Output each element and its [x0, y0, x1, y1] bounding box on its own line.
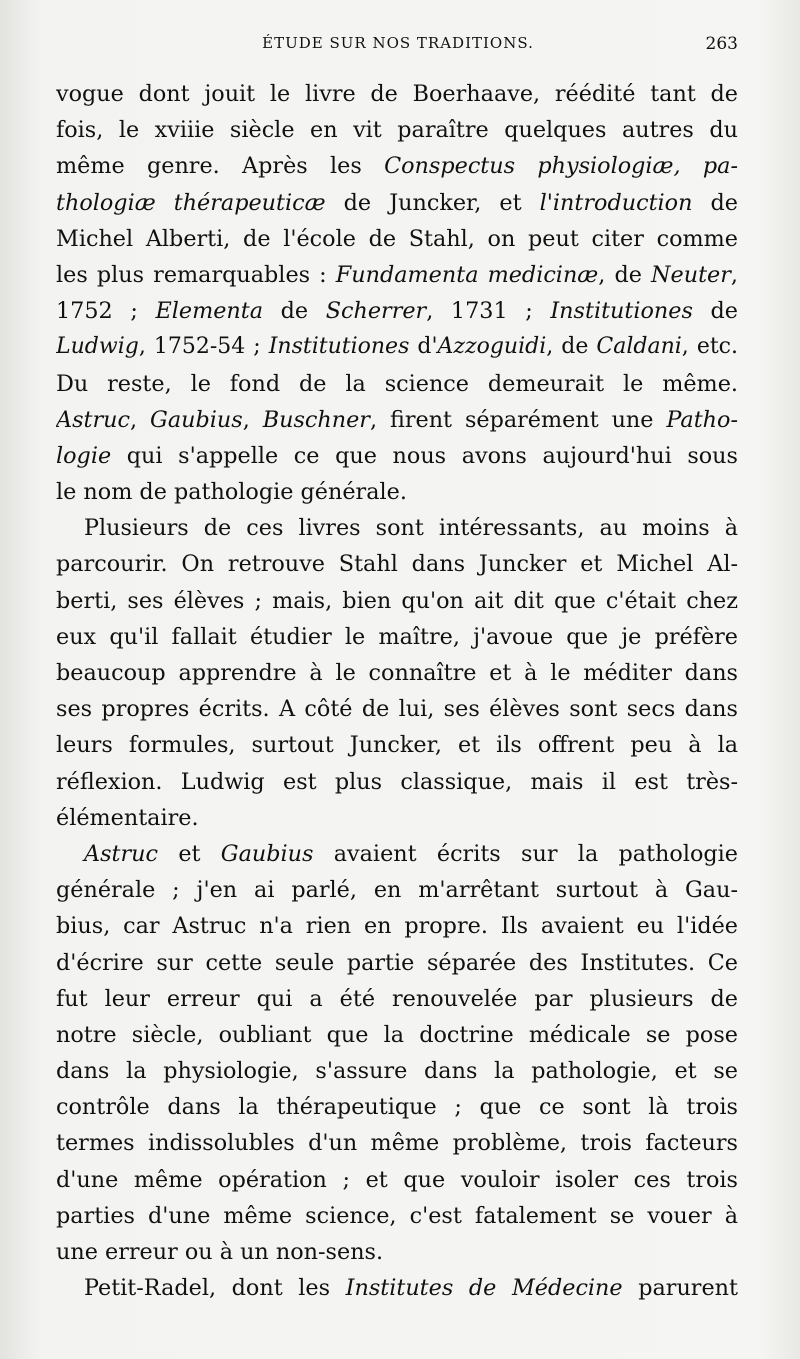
text-line [56, 402, 738, 438]
text-segment: réflexion. Ludwig est plus classique, mais il est très- [56, 768, 738, 795]
text-segment: Du reste, le fond de la science demeurait le même. [56, 370, 738, 397]
text-segment: d'une même opération ; et que vouloir isoler ces trois [56, 1166, 738, 1193]
italic-text: Elementa [155, 298, 264, 325]
text-line [56, 366, 738, 402]
text-line [56, 583, 738, 619]
text-segment: de [263, 298, 326, 325]
text-segment: eux qu'il fallait étudier le maître, j'avoue que je préfère [56, 623, 738, 650]
text-line [56, 329, 738, 365]
text-segment: , firent séparément une [369, 406, 667, 433]
text-segment: contrôle dans la thérapeutique ; que ce sont là trois [56, 1094, 738, 1121]
text-line [56, 1162, 738, 1198]
text-line [56, 655, 738, 691]
text-segment: les plus remarquables : [56, 261, 336, 288]
text-line [56, 836, 738, 872]
text-segment: berti, ses élèves ; mais, bien qu'on ait dit que c'était chez [56, 587, 738, 614]
text-segment: d' [409, 334, 438, 360]
running-title: ÉTUDE SUR NOS TRADITIONS. [262, 34, 534, 52]
text-segment: Plusieurs de ces livres sont intéressants, au moins à [84, 515, 738, 542]
text-segment: , 1752-54 ; [138, 334, 269, 360]
text-segment: de [692, 189, 738, 216]
text-line [56, 727, 738, 763]
text-line [56, 293, 738, 329]
text-segment: d'écrire sur cette seule partie séparée des Institutes. Ce [56, 949, 738, 976]
text-line [56, 1270, 738, 1306]
italic-text: l'introduction [539, 189, 693, 216]
text-line [56, 1234, 738, 1270]
italic-text: Institutiones [268, 334, 410, 360]
text-line [56, 185, 738, 221]
italic-text: Neuter [651, 261, 731, 288]
body-text [56, 76, 738, 1306]
text-segment: élémentaire. [56, 804, 199, 831]
text-segment: même genre. Après les [56, 153, 385, 180]
text-line [56, 510, 738, 546]
text-segment: une erreur ou à un non-sens. [56, 1239, 384, 1265]
italic-text: Azzoguidi [437, 334, 547, 360]
italic-text: thologiæ thérapeuticæ [56, 189, 326, 216]
text-segment: , [730, 261, 738, 288]
page-header [58, 34, 738, 64]
italic-text: Astruc [84, 840, 159, 867]
italic-text: Fundamenta medicinæ [335, 261, 599, 288]
text-line [56, 76, 738, 112]
text-line [56, 945, 738, 981]
text-segment: générale ; j'en ai parlé, en m'arrêtant surtout à Gau- [56, 877, 738, 904]
text-segment: leurs formules, surtout Juncker, et ils offrent peu à la [56, 732, 738, 759]
text-segment: Michel Alberti, de l'école de Stahl, on peut citer comme [56, 225, 738, 252]
text-line [56, 221, 738, 257]
text-segment: beaucoup apprendre à le connaître et à le méditer dans [56, 660, 738, 686]
text-segment: le nom de pathologie générale. [56, 479, 407, 506]
italic-text: logie [56, 442, 112, 469]
text-line [56, 148, 738, 184]
text-segment: termes indissolubles d'un même problème, trois facteurs [56, 1130, 738, 1157]
text-segment: , 1731 ; [426, 298, 551, 325]
text-line [56, 1053, 738, 1089]
text-line [56, 257, 738, 293]
text-segment: dans la physiologie, s'assure dans la pathologie, et se [56, 1058, 738, 1085]
text-line [56, 764, 738, 800]
italic-text: Patho- [666, 406, 738, 433]
text-segment: vogue dont jouit le livre de Boerhaave, réédité tant de [56, 81, 738, 107]
italic-text: Conspectus physiologiæ, pa- [384, 153, 738, 180]
italic-text: Institutes de Médecine [345, 1275, 623, 1302]
text-segment: Petit-Radel, dont les [84, 1275, 346, 1302]
text-segment: fois, le xviiie siècle en vit paraître quelques autres du [56, 117, 738, 144]
text-line [56, 981, 738, 1017]
text-segment: parurent [622, 1275, 738, 1302]
text-line [56, 800, 738, 836]
text-segment: de Juncker, et [325, 189, 540, 216]
text-line [56, 908, 738, 944]
text-line [56, 1089, 738, 1125]
text-segment: bius, car Astruc n'a rien en propre. Ils avaient eu l'idée [56, 913, 738, 940]
text-segment: , de [546, 334, 597, 360]
text-segment: qui s'appelle ce que nous avons aujourd'hui sous [111, 442, 738, 469]
text-line [56, 438, 738, 474]
text-line [56, 691, 738, 727]
text-segment: et [158, 840, 221, 867]
text-segment: de [692, 298, 738, 325]
text-line [56, 1017, 738, 1053]
text-line [56, 1198, 738, 1234]
text-line [56, 872, 738, 908]
italic-text: Buschner [262, 406, 370, 433]
text-segment: , de [598, 261, 652, 288]
text-line [56, 474, 738, 510]
text-segment: , [242, 406, 263, 433]
text-segment: 1752 ; [56, 298, 156, 325]
italic-text: Astruc [56, 406, 131, 433]
text-segment: parties d'une même science, c'est fatalement se vouer à [56, 1202, 738, 1229]
italic-text: Gaubius [150, 406, 243, 433]
italic-text: Scherrer [325, 298, 427, 325]
italic-text: Gaubius [220, 840, 314, 867]
italic-text: Caldani [596, 334, 682, 360]
text-segment: fut leur erreur qui a été renouvelée par plusieurs de [56, 985, 738, 1012]
page-number: 263 [705, 34, 738, 54]
text-line [56, 1125, 738, 1161]
text-segment: avaient écrits sur la pathologie [313, 840, 738, 867]
text-line [56, 619, 738, 655]
text-segment: notre siècle, oubliant que la doctrine médicale se pose [56, 1021, 738, 1048]
text-segment: , etc. [681, 334, 738, 360]
text-segment: ses propres écrits. A côté de lui, ses élèves sont secs dans [56, 696, 738, 723]
italic-text: Ludwig [56, 334, 139, 360]
text-line [56, 546, 738, 582]
italic-text: Institutiones [550, 298, 693, 325]
text-line [56, 112, 738, 148]
text-segment: , [130, 406, 151, 433]
text-segment: parcourir. On retrouve Stahl dans Juncker et Michel Al- [56, 551, 738, 578]
